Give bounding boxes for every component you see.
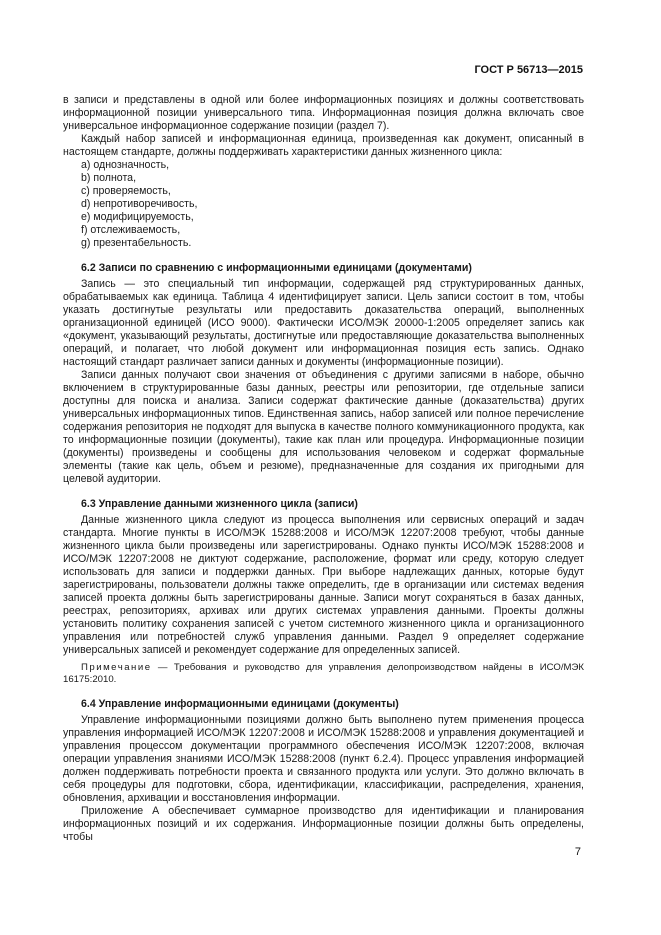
paragraph: Каждый набор записей и информационная единица, произведенная как документ, описанный в настоящем стандарте, должны поддерживать характеристики данных жизненного цикла: [63,133,584,158]
list-item: g) презентабельность. [81,237,192,249]
page-content [63,94,584,844]
paragraph: Запись — это специальный тип информации, содержащей ряд структурированных данных, обрабатываемых как единица. Таблица 4 идентифицирует записи. Цель записи состоит в том, чтобы указать достигнутые результаты или предоставить доказательства операций, выполненных организационной единицей (ИСО 9000). Фактически ИСО/МЭК 20000-1:2005 определяет запись как «документ, указывающий результаты, достигнутые или предоставляющие доказательства выполненных операций, и полагает, что любой документ или информационная позиция есть запись. Однако настоящий стандарт различает записи данных и документы (информационные позиции). [63,278,584,368]
list-item: d) непротиворечивость, [81,198,198,210]
list-item: a) однозначность, [81,159,170,171]
paragraph: в записи и представлены в одной или более информационных позициях и должны соответствовать информационной позиции универсального типа. Информационная позиция должна включать свое универсальное информационное содержание позиции (раздел 7). [63,94,584,132]
list-item: b) полнота, [81,172,137,184]
list-item: e) модифицируемость, [81,211,194,223]
note [63,662,584,686]
section-heading-6-4: 6.4 Управление информационными единицами (документы) [81,698,399,710]
section-heading-6-2: 6.2 Записи по сравнению с информационными единицами (документами) [81,262,472,274]
paragraph: Приложение А обеспечивает суммарное производство для идентификации и планирования информационных позиций и их содержания. Информационные позиции должны быть определены, чтобы [63,805,584,843]
list-item: c) проверяемость, [81,185,171,197]
characteristics-list [63,159,584,250]
standard-code: ГОСТ Р 56713—2015 [474,64,583,76]
section-heading-6-3: 6.3 Управление данными жизненного цикла (записи) [81,498,358,510]
page-number: 7 [574,846,581,858]
note-text: — Требования и руководство для управления делопроизводством найдены в ИСО/МЭК 16175:2010. [63,662,584,685]
paragraph: Записи данных получают свои значения от объединения с другими записями в наборе, обычно включением в структурированные базы данных, реестры или репозитории, где отдельные записи доступны для поиска и анализа. Записи содержат фактические данные (доказательства) других универсальных информационных типов. Единственная запись, набор записей или полное перечисление содержания репозитория не подходят для выпуска в качестве полного коммуникационного продукта, как то информационные позиции (документы), такие как план или процедура. Информационные позиции (документы) произведены и сообщены для использования человеком и содержат формальные элементы (такие как цель, объем и резюме), предназначенные для создания их пригодными для целевой аудитории. [63,369,584,485]
list-item: f) отслеживаемость, [81,224,181,236]
paragraph: Управление информационными позициями должно быть выполнено путем применения процесса управления информацией ИСО/МЭК 12207:2008 и ИСО/МЭК 15288:2008 и управления документацией и управления процессом документации программного обеспечения ИСО/МЭК 12207:2008, включая операции управления знаниями ИСО/МЭК 15288:2008 (пункт 6.2.4). Процесс управления информацией должен поддерживать потребности проекта и связанного продукта или услуги. Это должно включать в себя процедуры для подготовки, сбора, идентификации, классификации, распределения, хранения, обновления, архивации и восстановления информации. [63,714,584,804]
note-label: Примечание [81,662,152,673]
paragraph: Данные жизненного цикла следуют из процесса выполнения или сервисных операций и задач стандарта. Многие пункты в ИСО/МЭК 15288:2008 и ИСО/МЭК 12207:2008 требуют, чтобы данные жизненного цикла были произведены или зарегистрированы. Однако пункты ИСО/МЭК 15288:2008 и ИСО/МЭК 12207:2008 не диктуют содержание, расположение, формат или среду, которую следует использовать для записи и поддержки данных. При выборе надлежащих данных, которые будут зарегистрированы, пользователи должны также определить, где в организации или системах ведения записей проекта должны быть зарегистрированы данные. Записи могут сохраняться в базах данных, реестрах, репозиториях, архивах или других системах управления данными. Проекты должны установить политику сохранения записей с учетом системного жизненного цикла и организационного управления или потребностей служб управления данными. Раздел 9 определяет содержание универсальных записей и рекомендует содержание для определенных записей. [63,514,584,656]
